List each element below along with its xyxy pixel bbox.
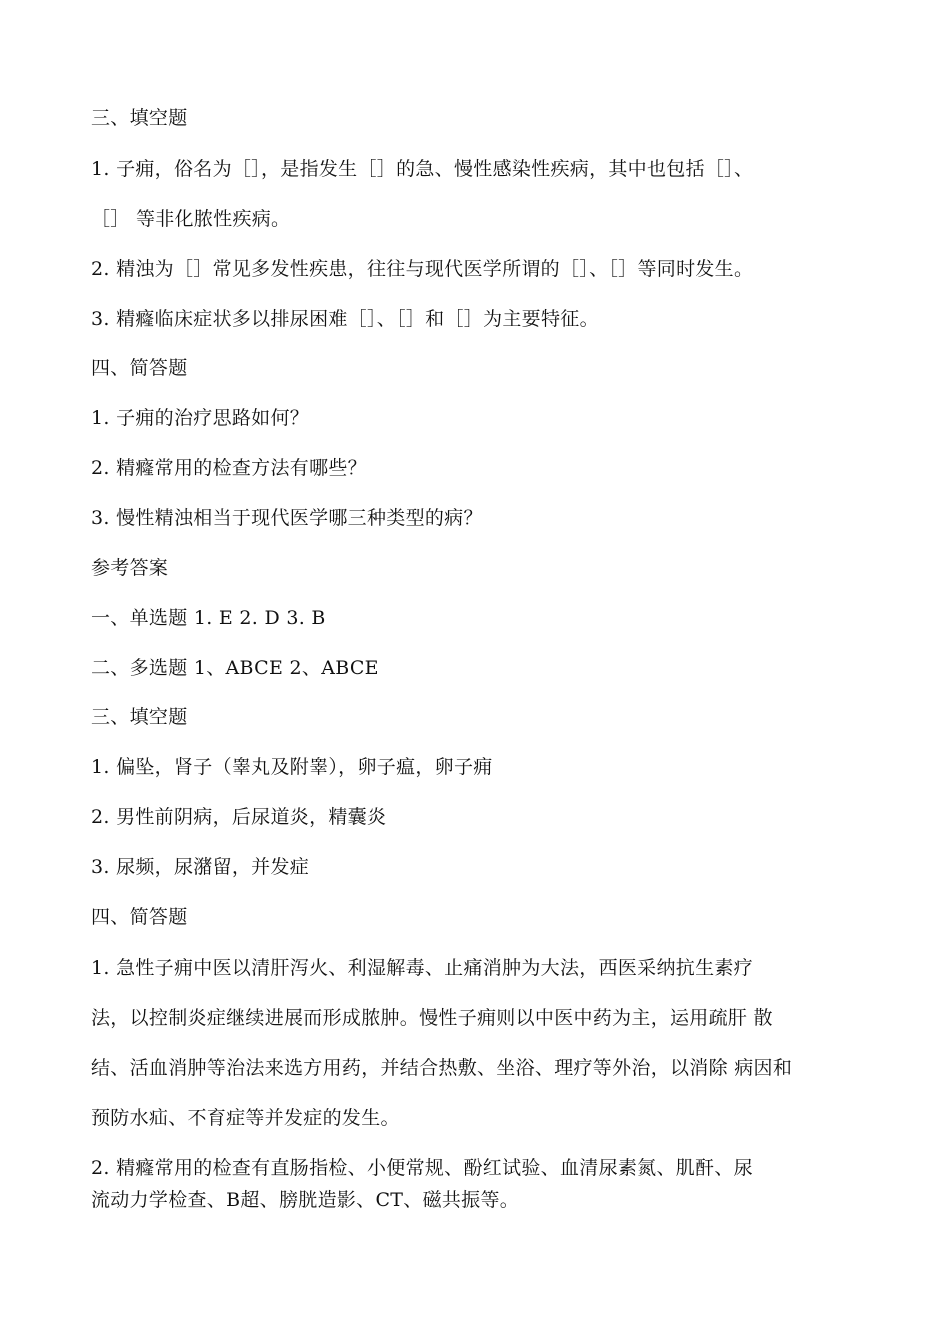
fill-blank-question-1-line-1: 1. 子痈，俗名为［］，是指发生［］的急、慢性感染性疾病，其中也包括［］、 — [91, 158, 754, 180]
fill-blank-question-3: 3. 精癃临床症状多以排尿困难［］、［］和［］为主要特征。 — [91, 308, 599, 330]
answers-short-1-line-4: 预防水疝、不育症等并发症的发生。 — [91, 1107, 400, 1129]
fill-blank-heading: 三、填空题 — [91, 107, 188, 129]
answers-heading: 参考答案 — [91, 557, 169, 579]
short-answer-heading: 四、简答题 — [91, 357, 188, 379]
short-answer-question-3: 3. 慢性精浊相当于现代医学哪三种类型的病？ — [91, 507, 483, 529]
fill-blank-question-2: 2. 精浊为［］常见多发性疾患，往往与现代医学所谓的［］、［］等同时发生。 — [91, 258, 754, 280]
answers-fill-2: 2. 男性前阴病，后尿道炎，精囊炎 — [91, 806, 387, 828]
answers-short-2-line-1: 2. 精癃常用的检查有直肠指检、小便常规、酚红试验、血清尿素氮、肌酐、尿 — [91, 1157, 753, 1179]
answers-short-1-line-1: 1. 急性子痈中医以清肝泻火、利湿解毒、止痛消肿为大法，西医采纳抗生素疗 — [91, 957, 753, 979]
answers-single-choice: 一、单选题 1. E 2. D 3. B — [91, 607, 326, 629]
answers-multi-choice: 二、多选题 1、ABCE 2、ABCE — [91, 657, 379, 679]
answers-short-2-line-2: 流动力学检查、B超、膀胱造影、CT、磁共振等。 — [91, 1189, 520, 1211]
answers-short-heading: 四、简答题 — [91, 906, 188, 928]
answers-short-1-line-2: 法，以控制炎症继续进展而形成脓肿。慢性子痈则以中医中药为主，运用疏肝 散 — [91, 1007, 773, 1029]
answers-fill-3: 3. 尿频，尿潴留，并发症 — [91, 856, 310, 878]
answers-short-1-line-3: 结、活血消肿等治法来选方用药，并结合热敷、坐浴、理疗等外治，以消除 病因和 — [91, 1057, 793, 1079]
fill-blank-question-1-line-2: ［］ 等非化脓性疾病。 — [91, 208, 291, 230]
answers-fill-1: 1. 偏坠，肾子（睾丸及附睾），卵子瘟，卵子痈 — [91, 756, 493, 778]
short-answer-question-1: 1. 子痈的治疗思路如何？ — [91, 407, 310, 429]
answers-fill-heading: 三、填空题 — [91, 706, 188, 728]
short-answer-question-2: 2. 精癃常用的检查方法有哪些？ — [91, 457, 367, 479]
